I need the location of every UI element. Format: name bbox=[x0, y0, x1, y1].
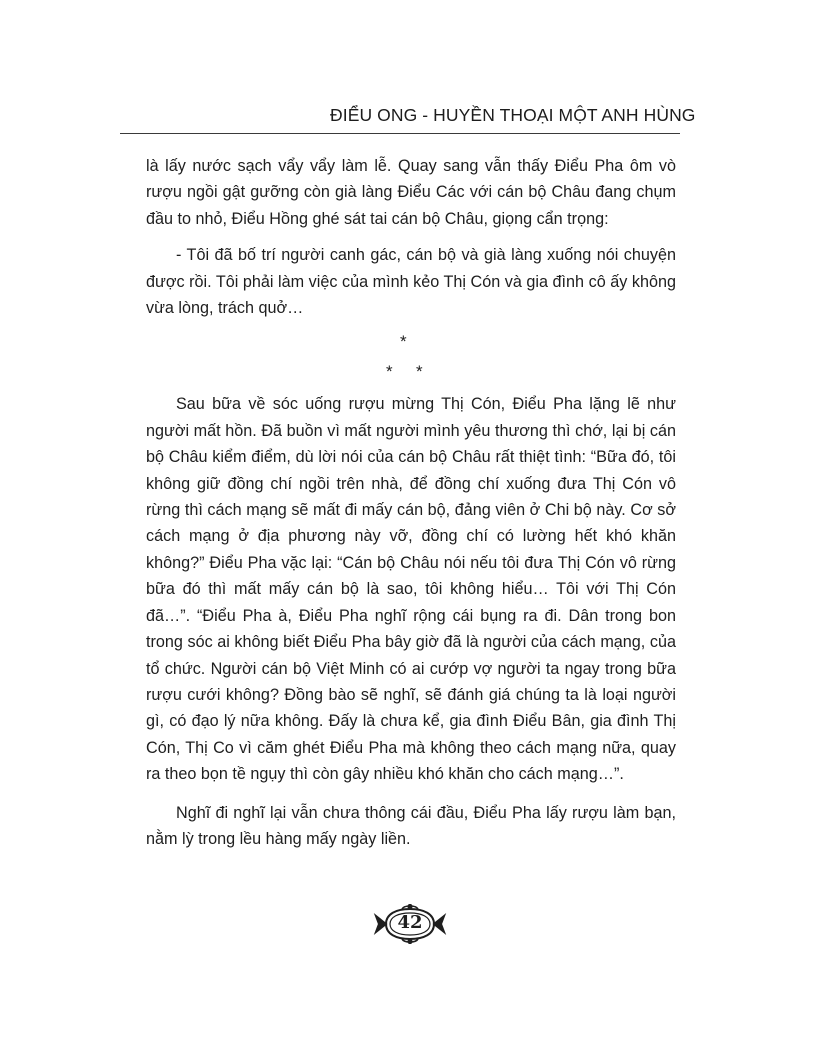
section-break-asterisk: * bbox=[386, 362, 393, 382]
section-break-asterisk: * bbox=[400, 332, 407, 352]
section-break bbox=[146, 325, 676, 391]
paragraph-dialogue: - Tôi đã bố trí người canh gác, cán bộ và già làng xuống nói chuyện được rồi. Tôi phải làm việc của mình kẻo Thị Cón và gia đình cô ấy không vừa lòng, trách quở… bbox=[146, 246, 676, 318]
body-text bbox=[146, 153, 676, 852]
section-break-asterisk: * bbox=[416, 362, 423, 382]
page-number: 42 bbox=[397, 912, 423, 933]
header-rule bbox=[120, 133, 680, 134]
paragraph-narrative: Sau bữa về sóc uống rượu mừng Thị Cón, Điểu Pha lặng lẽ như người mất hồn. Đã buồn vì mất người mình yêu thương thì chớ, lại bị cán bộ Châu kiểm điểm, dù lời nói của cán bộ Châu rất thiệt tình: “Bữa đó, tôi không giữ đồng chí ngồi trên nhà, để đồng chí xuống đưa Thị Cón vô rừng thì cách mạng sẽ mất đi mấy cán bộ, đảng viên ở Chi bộ này. Cơ sở cách mạng ở địa phương này vỡ, đồng chí có lường hết khó khăn không?” Điểu Pha vặc lại: “Cán bộ Châu nói nếu tôi đưa Thị Cón vô rừng bữa đó thì mất mấy cán bộ là sao, tôi không hiểu… Tôi với Thị Cón đã…”. “Điểu Pha à, Điểu Pha nghĩ rộng cái bụng ra đi. Dân trong bon trong sóc ai không biết Điểu Pha bây giờ đã là người của cách mạng, của tổ chức. Người cán bộ Việt Minh có ai cướp vợ người ta ngay trong bữa rượu cưới không? Đồng bào sẽ nghĩ, sẽ đánh giá chúng ta là loại người gì, có đạo lý nữa không. Đấy là chưa kể, gia đình Điểu Bân, gia đình Thị Cón, Thị Co vì căm ghét Điểu Pha mà không theo cách mạng nữa, quay ra theo bọn tề ngụy thì còn gây nhiều khó khăn cho cách mạng…”. bbox=[146, 395, 676, 784]
page-number-ornament bbox=[372, 904, 448, 944]
paragraph-closing: Nghĩ đi nghĩ lại vẫn chưa thông cái đầu, Điểu Pha lấy rượu làm bạn, nằm lỳ trong lều hàng mấy ngày liền. bbox=[146, 803, 676, 848]
paragraph-continued: là lấy nước sạch vẩy vẩy làm lễ. Quay sang vẫn thấy Điểu Pha ôm vò rượu ngồi gật gưỡng còn già làng Điểu Các với cán bộ Châu đang chụm đầu to nhỏ, Điểu Hồng ghé sát tai cán bộ Châu, giọng cẩn trọng: bbox=[146, 157, 676, 228]
running-header-title: ĐIỂU ONG - HUYỀN THOẠI MỘT ANH HÙNG bbox=[330, 105, 696, 125]
